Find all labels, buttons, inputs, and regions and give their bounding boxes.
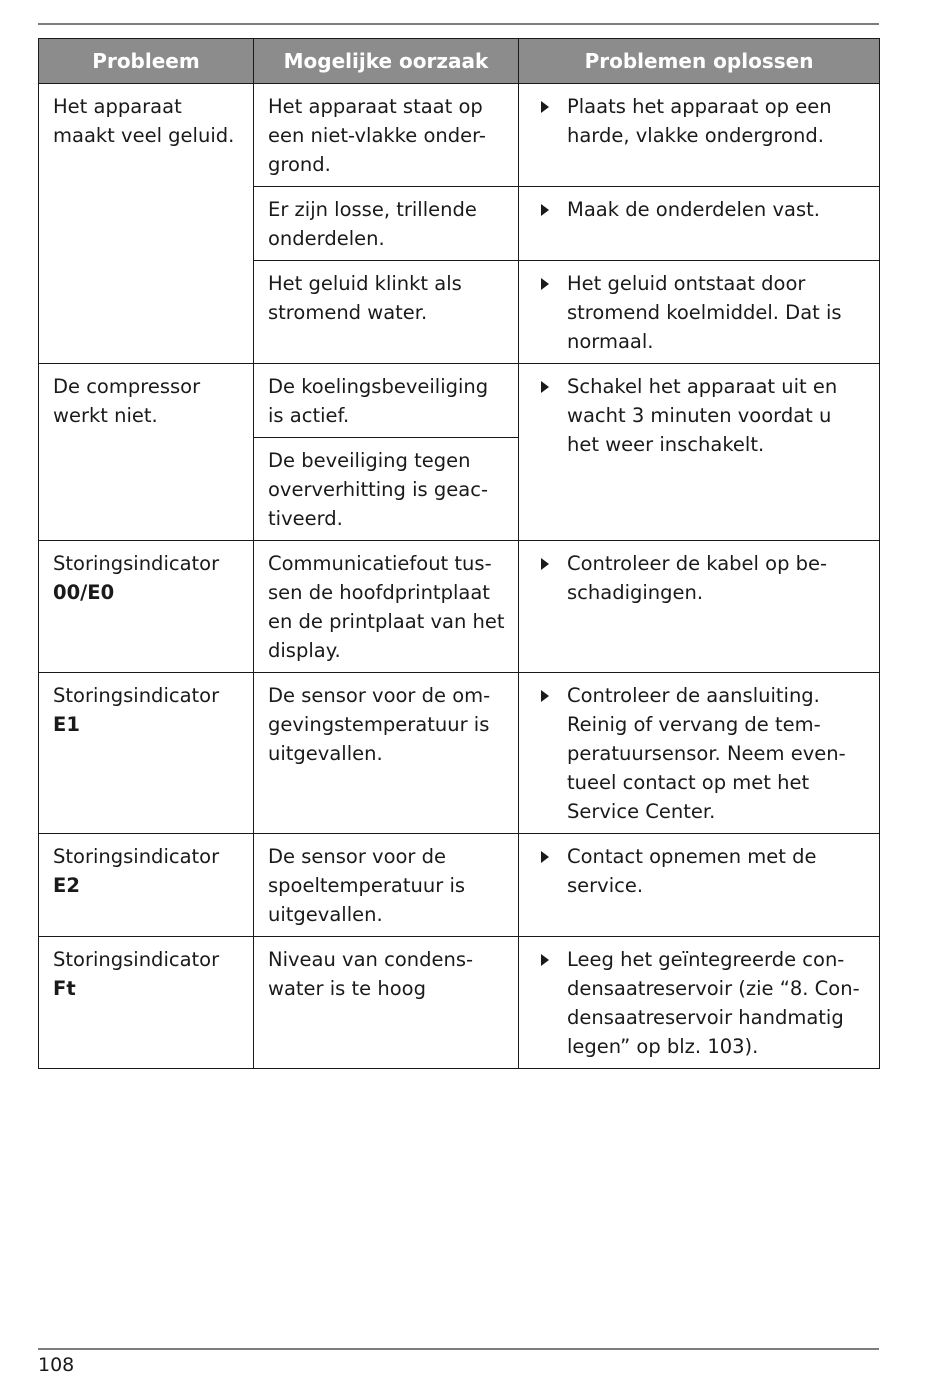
table-row: [39, 364, 880, 438]
solution-cell: [519, 261, 880, 364]
table-row: [39, 541, 880, 673]
error-code: Ft: [53, 977, 76, 1000]
solution-cell: [519, 834, 880, 937]
problem-text: Het apparaat maakt veel geluid.: [53, 95, 235, 147]
bullet-arrow-icon: [541, 558, 549, 570]
top-rule: [38, 23, 879, 25]
problem-text: Storingsindicator: [53, 948, 220, 971]
cause-text: Er zijn losse, trillende onderdelen.: [268, 198, 477, 250]
solution-text: Maak de onderdelen vast.: [567, 198, 820, 221]
cause-text: De beveiliging tegen oververhitting is geac-tiveerd.: [268, 449, 488, 530]
problem-cell: [39, 364, 254, 541]
cause-text: De sensor voor de om-gevingstemperatuur is uitgevallen.: [268, 684, 491, 765]
cause-text: Niveau van condens-water is te hoog: [268, 948, 474, 1000]
bullet-arrow-icon: [541, 381, 549, 393]
page-number: 108: [38, 1354, 75, 1376]
solution-cell: [519, 541, 880, 673]
header-oorzaak: Mogelijke oorzaak: [254, 39, 519, 84]
header-probleem: Probleem: [39, 39, 254, 84]
bottom-rule: [38, 1348, 879, 1350]
bullet-arrow-icon: [541, 690, 549, 702]
problem-text: De compressor werkt niet.: [53, 375, 201, 427]
error-code: E1: [53, 713, 80, 736]
cause-cell: [254, 438, 519, 541]
header-oplossing: Problemen oplossen: [519, 39, 880, 84]
solution-cell: [519, 187, 880, 261]
cause-text: De koelingsbeveiliging is actief.: [268, 375, 489, 427]
solution-cell: [519, 937, 880, 1069]
problem-text: Storingsindicator: [53, 552, 220, 575]
troubleshooting-table: [38, 38, 880, 1069]
bullet-arrow-icon: [541, 954, 549, 966]
cause-cell: [254, 84, 519, 187]
solution-text: Schakel het apparaat uit en wacht 3 minuten voordat u het weer inschakelt.: [567, 375, 838, 456]
solution-cell: [519, 673, 880, 834]
cause-cell: [254, 834, 519, 937]
solution-cell: [519, 84, 880, 187]
solution-text: Controleer de kabel op be-schadigingen.: [567, 552, 828, 604]
solution-text: Leeg het geïntegreerde con-densaatreservoir (zie “8. Con-densaatreservoir handmatig legen” op blz. 103).: [567, 948, 860, 1058]
problem-text: Storingsindicator: [53, 845, 220, 868]
table-row: [39, 937, 880, 1069]
cause-cell: [254, 364, 519, 438]
solution-text: Plaats het apparaat op een harde, vlakke ondergrond.: [567, 95, 832, 147]
table-header-row: [39, 39, 880, 84]
cause-text: Het apparaat staat op een niet-vlakke onder-grond.: [268, 95, 486, 176]
error-code: E2: [53, 874, 80, 897]
cause-cell: [254, 937, 519, 1069]
cause-text: Het geluid klinkt als stromend water.: [268, 272, 462, 324]
cause-cell: [254, 261, 519, 364]
cause-text: De sensor voor de spoeltemperatuur is uitgevallen.: [268, 845, 466, 926]
bullet-arrow-icon: [541, 851, 549, 863]
problem-cell: [39, 84, 254, 364]
cause-text: Communicatiefout tus-sen de hoofdprintplaat en de printplaat van het display.: [268, 552, 505, 662]
problem-cell: [39, 541, 254, 673]
cause-cell: [254, 187, 519, 261]
bullet-arrow-icon: [541, 204, 549, 216]
table-row: [39, 84, 880, 187]
solution-text: Contact opnemen met de service.: [567, 845, 817, 897]
solution-cell: [519, 364, 880, 541]
problem-cell: [39, 937, 254, 1069]
error-code: 00/E0: [53, 581, 115, 604]
solution-text: Het geluid ontstaat door stromend koelmiddel. Dat is normaal.: [567, 272, 842, 353]
cause-cell: [254, 673, 519, 834]
table-row: [39, 834, 880, 937]
problem-cell: [39, 834, 254, 937]
bullet-arrow-icon: [541, 101, 549, 113]
problem-cell: [39, 673, 254, 834]
cause-cell: [254, 541, 519, 673]
bullet-arrow-icon: [541, 278, 549, 290]
problem-text: Storingsindicator: [53, 684, 220, 707]
table-row: [39, 673, 880, 834]
solution-text: Controleer de aansluiting. Reinig of vervang de tem-peratuursensor. Neem even-tueel contact op met het Service Center.: [567, 684, 846, 823]
